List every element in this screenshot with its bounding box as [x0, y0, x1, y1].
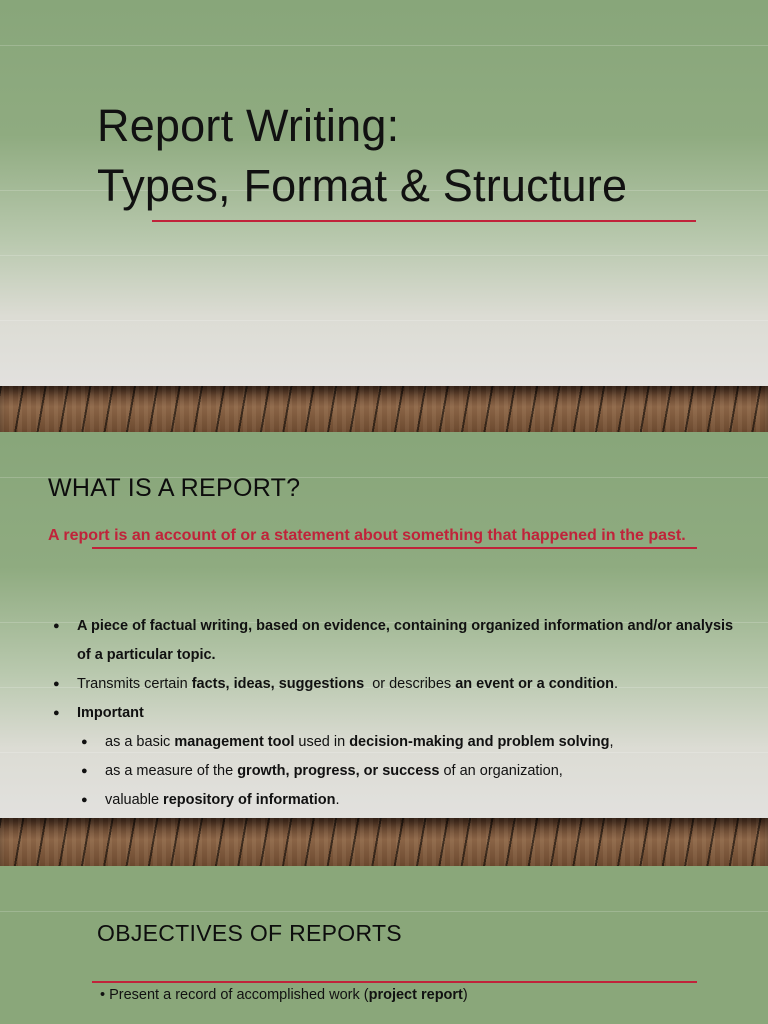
list-item: ● as a measure of the growth, progress, or success of an organization,	[48, 757, 748, 786]
bullet-icon: ●	[81, 794, 88, 806]
title-line-1: Report Writing:	[97, 100, 400, 151]
title-line-2: Types, Format & Structure	[97, 160, 628, 211]
list-item: ● A piece of factual writing, based on evidence, containing organized information and/or analysis of a particular topic.	[48, 612, 748, 670]
title-underline	[152, 220, 696, 222]
definition-underline	[92, 547, 697, 549]
list-item: ● Important	[48, 699, 748, 728]
bullet-icon: ●	[53, 620, 60, 632]
list-item: ● valuable repository of information.	[48, 786, 748, 815]
wood-floor-divider	[0, 386, 768, 432]
list-item: ● Transmits certain facts, ideas, suggestions or describes an event or a condition.	[48, 670, 748, 699]
bullet-icon: ●	[53, 678, 60, 690]
bullet-icon: ●	[81, 765, 88, 777]
definition-text: A report is an account of or a statement about something that happened in the past.	[48, 527, 686, 544]
slide-title	[97, 96, 627, 216]
title-slide	[0, 0, 768, 386]
section-heading: WHAT IS A REPORT?	[48, 474, 301, 502]
bullet-icon: ●	[81, 736, 88, 748]
list-item: • Present a record of accomplished work (project report)	[100, 987, 468, 1003]
bullet-icon: ●	[53, 707, 60, 719]
objectives-list	[100, 984, 468, 1006]
objectives-heading: OBJECTIVES OF REPORTS	[97, 920, 402, 946]
report-bullet-list	[48, 612, 748, 815]
wood-floor-divider	[0, 818, 768, 866]
list-item: ● as a basic management tool used in decision-making and problem solving,	[48, 728, 748, 757]
objectives-underline	[92, 981, 697, 983]
